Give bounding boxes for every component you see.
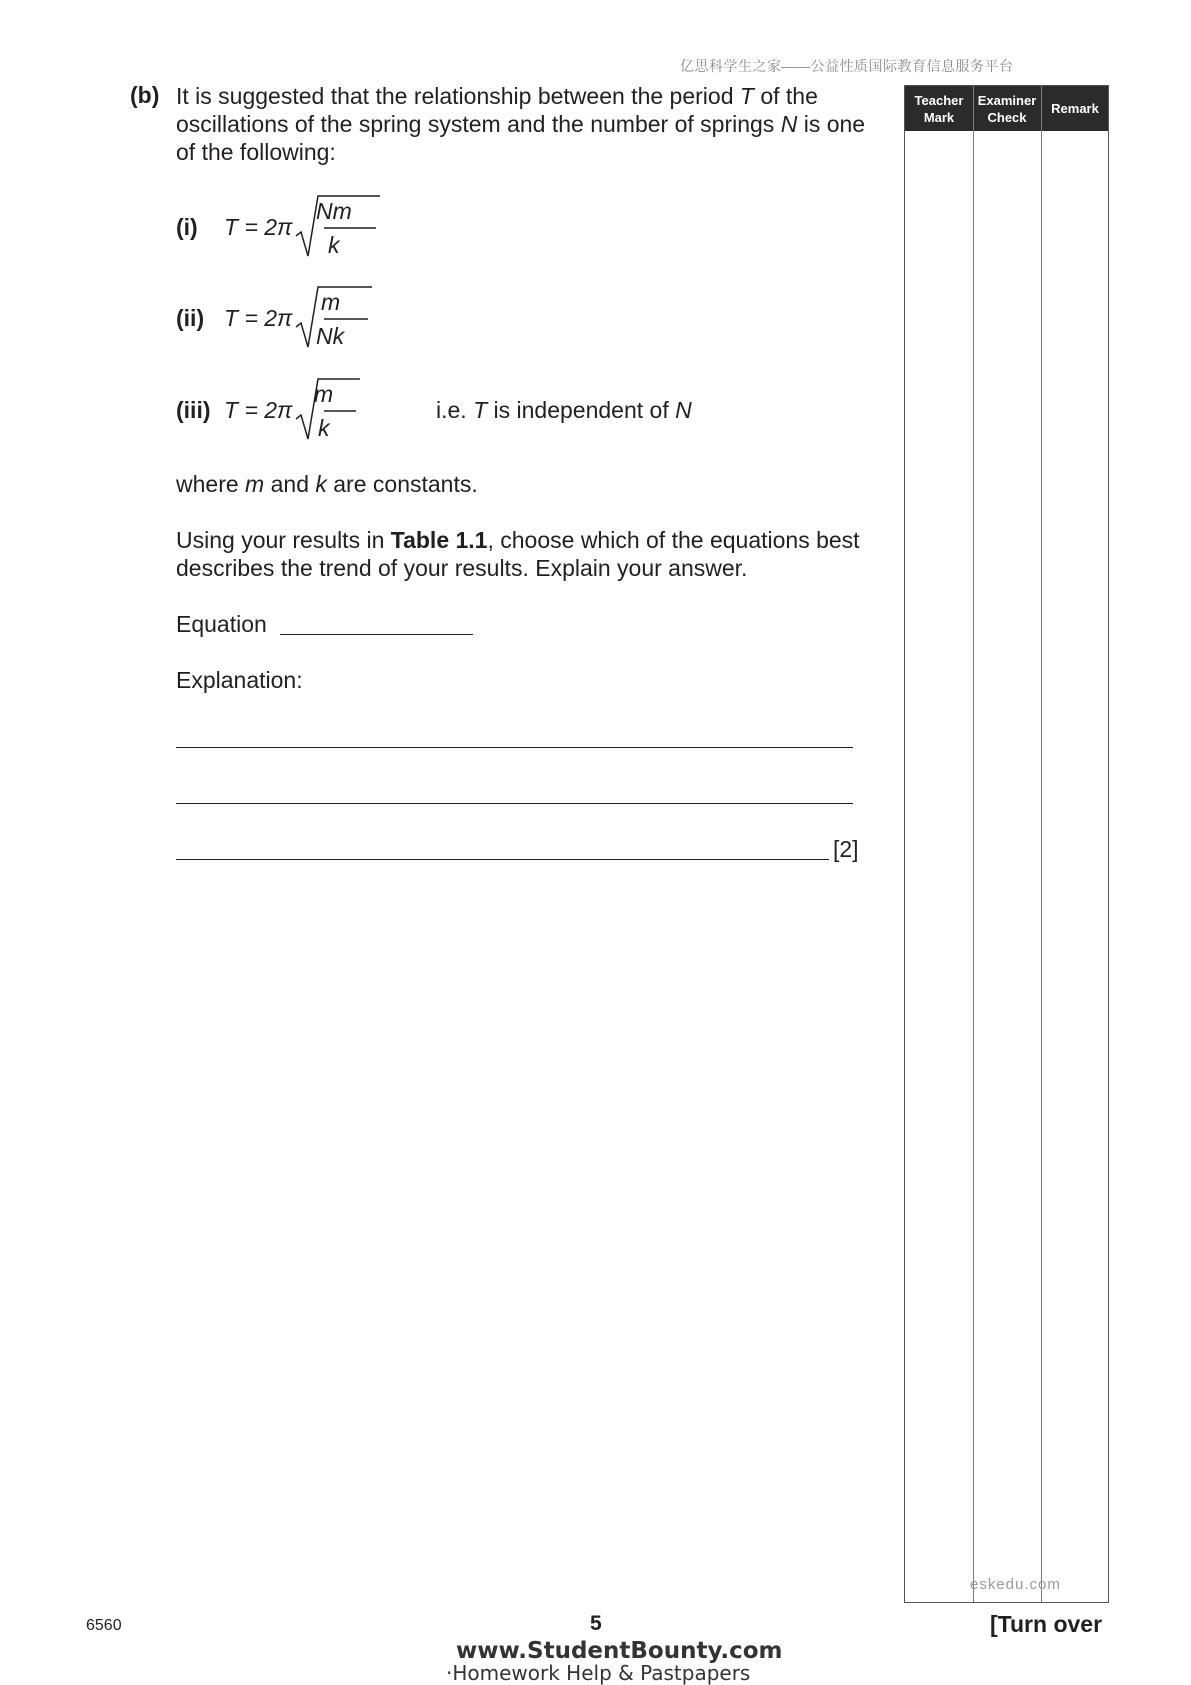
remark-cell[interactable] [1042,131,1108,1601]
explanation-line-1[interactable] [176,747,853,748]
equation-lhs: T = 2π [224,214,293,240]
equation-numerator: Nm [316,198,352,224]
equation-label: (iii) [176,397,211,423]
explanation-prompt: Explanation: [176,667,303,693]
equation-prompt: Equation [176,611,267,637]
equation-answer-field[interactable] [280,634,473,635]
question-part-label: (b) [130,82,160,108]
equation-denominator: Nk [316,323,345,349]
equation-numerator: m [321,289,341,315]
equation-label: (ii) [176,305,205,331]
explanation-line-3[interactable] [176,859,829,860]
studentbounty-url[interactable]: www.StudentBounty.com [456,1638,783,1664]
equation-numerator: m [314,381,334,407]
equation-i [176,192,576,262]
examiner-check-header: Examiner Check [977,92,1037,125]
equation-note: i.e. T is independent of N [436,397,692,423]
teacher-mark-header: Teacher Mark [914,92,964,125]
constants-text: where m and k are constants. [176,471,478,497]
explanation-line-2[interactable] [176,803,853,804]
marks-label: [2] [833,836,859,862]
equation-denominator: k [318,415,330,441]
equation-label: (i) [176,214,198,240]
page-number: 5 [590,1612,602,1635]
marking-table [904,85,1109,1603]
equation-denominator: k [328,232,340,258]
turn-over-label: [Turn over [990,1611,1103,1637]
studentbounty-tagline: ·Homework Help & Pastpapers [446,1661,751,1685]
equation-ii [176,283,576,353]
equation-iii [176,375,856,445]
paper-code: 6560 [86,1617,122,1634]
sqrt-sign-icon [294,375,384,445]
remark-header: Remark [1051,101,1099,116]
teacher-mark-cell[interactable] [906,131,972,1601]
header-watermark: 亿思科学生之家——公益性质国际教育信息服务平台 [680,58,1014,74]
equation-lhs: T = 2π [224,305,293,331]
eskedu-watermark: eskedu.com [970,1576,1061,1593]
equation-lhs: T = 2π [224,397,293,423]
examiner-check-cell[interactable] [974,131,1040,1601]
instruction-text: Using your results in Table 1.1, choose which of the equations best describes the trend of your results. Explain your answer. [176,527,860,581]
question-intro: It is suggested that the relationship between the period T of the oscillations of the spring system and the number of springs N is one of the following: [176,83,866,165]
